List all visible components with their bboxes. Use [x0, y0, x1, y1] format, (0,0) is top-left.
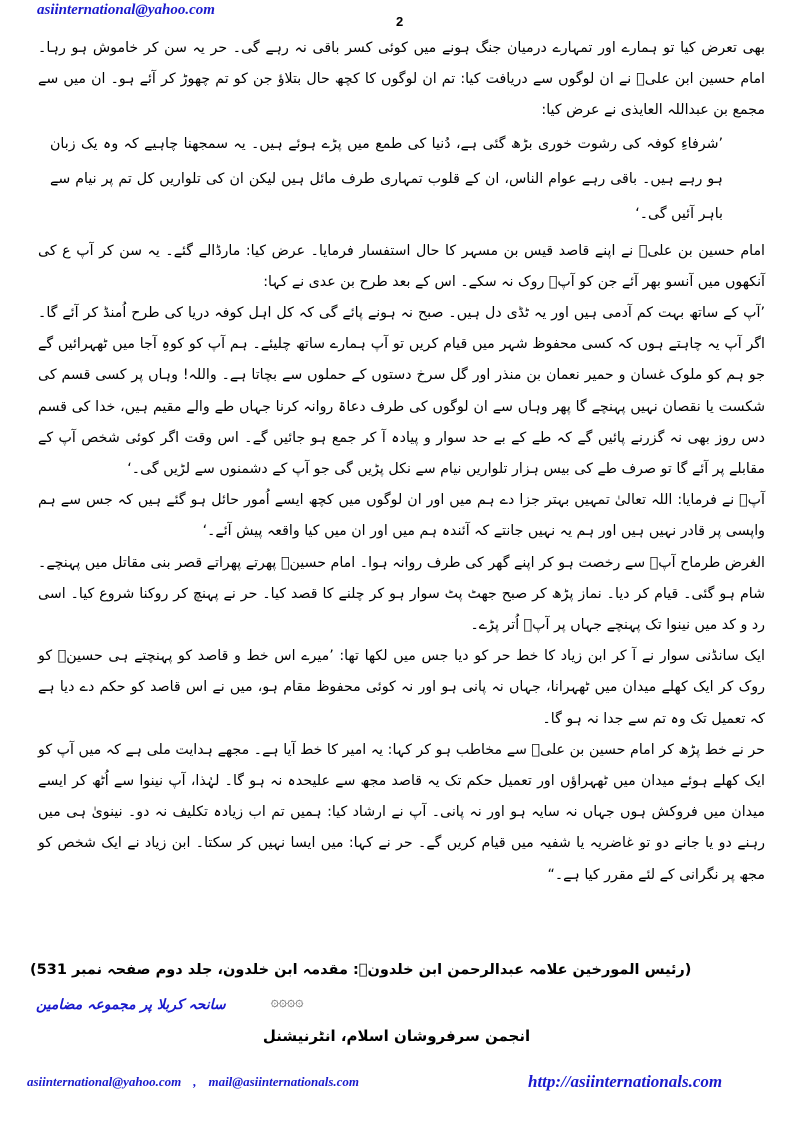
ornament-divider-icon: ۞۞۞۞	[270, 994, 304, 1010]
paragraph-qais: امام حسین بن علیؑ نے اپنے قاصد قیس بن مسہر کا حال استفسار فرمایا۔ عرض کیا: مارڈالے گئے۔ یہ سن کر آپ ع کی آنکھوں میں آنسو بھر آئے جن کو آپؑ روک نہ سکے۔ اس کے بعد طرح بن عدی نے کہا:	[38, 242, 765, 290]
footer-email-yahoo-link[interactable]: asiinternational@yahoo.com	[27, 1074, 182, 1089]
quote-tirimmah: ’آپ کے ساتھ بہت کم آدمی ہیں اور یہ ٹڈی دل ہیں۔ صبح نہ ہونے پائے گی کہ کل اہل کوفہ دریا کی طرح اُمنڈ کر آئے گا۔ اگر آپ یہ چاہتے ہوں کہ کسی محفوظ شہر میں قیام کریں تو آپ ہمارے ساتھ چلیئے۔ ہم آپ کو کوہِ آجا میں ٹھہرائیں گے جو ہم کو ملوک غسان و حمیر نعمان بن منذر اور گل سرخ دستوں کے حملوں سے بچاتا ہے۔ واللہ! وہاں پر کسی قسم کی شکست یا نقصان نہیں پہنچے گا پھر وہاں سے ان لوگوں کی طرف دعاۃ روانہ کرنا جہاں طے والے مقیم ہیں، خدا کی قسم دس روز بھی نہ گزرنے پائیں گے کہ طے کے بے حد سوار و پیادہ آ کر جمع ہو جائیں گے۔ اس وقت اگر کوئی شخص آپ کے مقابلے پر آئے گا تو صرف طے کی بیس ہزار تلواریں نیام سے نکل پڑیں گی جو آپ کے دشمنوں سے لڑیں گی۔‘	[38, 305, 765, 478]
paragraph-intro: بھی تعرض کیا تو ہمارے اور تمہارے درمیان جنگ ہونے میں کوئی کسر باقی نہ رہے گی۔ حر یہ سن کر خاموش ہو رہا۔ امام حسین ابن علیؑ نے ان لوگوں سے دریافت کیا: تم ان لوگوں کا کچھ حال بتلاؤ جن کو تم چھوڑ کر آئے ہو۔ ان میں سے مجمع بن عبداللہ العایذی نے عرض کیا:	[38, 40, 765, 119]
header-email-link[interactable]: asiinternational@yahoo.com	[37, 2, 215, 18]
footer-email-mail-link[interactable]: mail@asiinternationals.com	[208, 1074, 360, 1089]
paragraph-departure: الغرض طرماح آپؑ سے رخصت ہو کر اپنے گھر کی طرف روانہ ہوا۔ امام حسینؑ پھرتے پھراتے قصر بنی مقاتل میں پہنچے۔ شام ہو گئی۔ قیام کر دیا۔ نماز پڑھ کر صبح جھٹ پٹ سوار ہو کر چلنے کا قصد کیا۔ حر نے پہنچ کر روکنا شروع کیا۔ اسی رد و کد میں نینوا تک پہنچے جہاں پر آپؑ اُتر پڑے۔	[38, 554, 765, 634]
organization-name: انجمن سرفروشان اسلام، انٹرنیشنل	[262, 1027, 531, 1045]
paragraph-hurr: حر نے خط پڑھ کر امام حسین بن علیؑ سے مخاطب ہو کر کہا: یہ امیر کا خط آیا ہے۔ مجھے ہدایت ملی ہے کہ میں آپ کو ایک کھلے ہوئے میدان میں ٹھہراؤں اور تعمیل حکم تک یہ قاصد مجھ سے علیحدہ نہ ہو گا۔ لہٰذا، آپ نینوا سے اُٹھ کر ایسے میدان میں فروکش ہوں جہاں نہ سایہ ہو اور نہ پانی۔ آپ نے ارشاد کیا: ہمیں تم اب زیادہ تکلیف نہ دو۔ نینویٰ ہی میں رہنے دو یا جانے دو تو غاضریہ یا شفیہ میں قیام کریں گے۔ حر نے کہا: میں ایسا نہیں کر سکتا۔ ابن زیاد نے ایک شخص کو مجھ پر نگرانی کے لئے مقرر کیا ہے۔“	[38, 741, 765, 883]
source-citation: (رئیس المورخین علامہ عبدالرحمن ابن خلدونؒ: مقدمہ ابن خلدون، جلد دوم صفحہ نمبر 531)	[30, 962, 692, 978]
paragraph-letter: ایک سانڈنی سوار نے آ کر ابن زیاد کا خط حر کو دیا جس میں لکھا تھا: ’میرے اس خط و قاصد کو پہنچتے ہی حسینؑ کو روک کر ایک کھلے میدان میں ٹھہرانا، جہاں نہ پانی ہو اور نہ کوئی محفوظ مقام ہو، میں نے اس قاصد کو حکم دے دیا ہے کہ تعمیل تک وہ تم سے جدا نہ ہو گا۔	[38, 648, 765, 727]
paragraph-reply: آپؑ نے فرمایا: اللہ تعالیٰ تمہیں بہتر جزا دے ہم میں اور ان لوگوں میں کچھ ایسے اُمور حائل ہو گئے ہیں کہ جس سے ہم واپسی پر قادر نہیں ہیں اور ہم یہ نہیں جانتے کہ آئندہ ہم میں اور ان میں کیا واقعہ پیش آئے۔‘	[38, 492, 765, 540]
series-title: سانحہ کربلا پر مجموعہ مضامین	[36, 997, 226, 1013]
page-number: 2	[396, 14, 404, 29]
footer-website-link[interactable]: http://asiinternationals.com	[528, 1072, 723, 1091]
footer-emails	[27, 1074, 359, 1090]
quote-mujamma: ’شرفاءِ کوفہ کی رشوت خوری بڑھ گئی ہے، دُنیا کی طمع میں پڑے ہوئے ہیں۔ یہ سمجھنا چاہیے کہ وہ یک زبان ہو رہے ہیں۔ باقی رہے عوام الناس، ان کے قلوب تمہاری طرف مائل ہیں لیکن ان کی تلواریں کل تم پر نیام سے باہر آئیں گی۔‘	[50, 135, 723, 222]
document-body	[38, 33, 765, 891]
footer-separator: ,	[193, 1074, 197, 1089]
